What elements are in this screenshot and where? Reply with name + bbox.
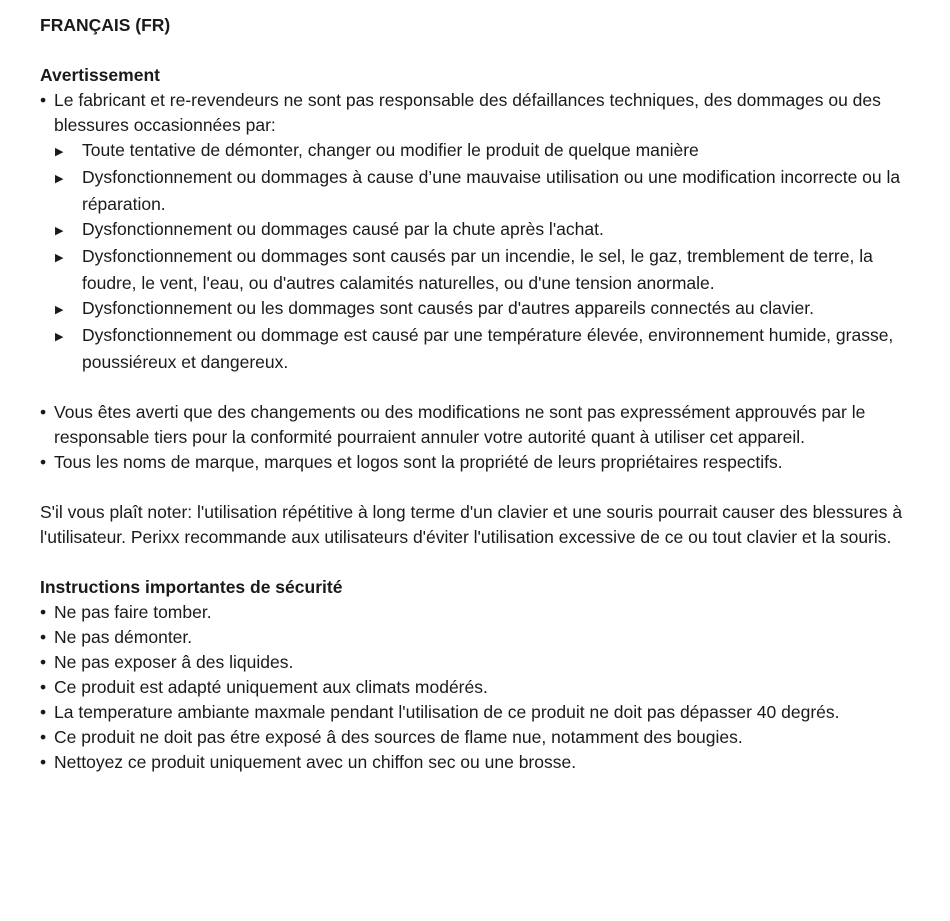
cause-text: Dysfonctionnement ou dommages sont causés par un incendie, le sel, le gaz, tremblement de terre, la foudre, le vent, l'eau, ou d'autres calamités naturelles, ou d'une tension anormale. xyxy=(82,246,873,293)
triangle-bullet-icon: ▶ xyxy=(55,146,64,158)
triangle-bullet-icon: ▶ xyxy=(55,252,64,264)
safety-item xyxy=(40,675,930,700)
spacer xyxy=(40,550,930,575)
cause-item xyxy=(40,323,930,375)
cause-item xyxy=(40,296,930,323)
cause-item xyxy=(40,138,930,165)
damage-causes-list xyxy=(40,138,930,375)
safety-text: La temperature ambiante maxmale pendant l'utilisation de ce produit ne doit pas dépasser 40 degrés. xyxy=(54,702,840,722)
safety-item xyxy=(40,600,930,625)
warning-intro-text: Le fabricant et re-revendeurs ne sont pas responsable des défaillances techniques, des dommages ou des blessures occasionnées par: xyxy=(54,90,881,135)
cause-text: Dysfonctionnement ou dommages causé par la chute après l'achat. xyxy=(82,219,604,239)
bullet-icon: • xyxy=(40,627,47,647)
bullet-icon: • xyxy=(40,677,47,697)
safety-text: Ce produit est adapté uniquement aux climats modérés. xyxy=(54,677,488,697)
triangle-bullet-icon: ▶ xyxy=(55,304,64,316)
safety-text: Ne pas faire tomber. xyxy=(54,602,212,622)
safety-item xyxy=(40,725,930,750)
bullet-icon: • xyxy=(40,602,47,622)
usage-note: S'il vous plaît noter: l'utilisation répétitive à long terme d'un clavier et une souris pourrait causer des blessures à l'utilisateur. Perixx recommande aux utilisateurs d'éviter l'utilisation excessive de ce ou tout clavier et la souris. xyxy=(40,502,903,547)
safety-text: Ce produit ne doit pas étre exposé â des sources de flame nue, notamment des bougies. xyxy=(54,727,743,747)
safety-item xyxy=(40,650,930,675)
cause-item xyxy=(40,244,930,296)
bullet-icon: • xyxy=(40,702,47,722)
triangle-bullet-icon: ▶ xyxy=(55,225,64,237)
bullet-icon: • xyxy=(40,402,47,422)
language-heading: FRANÇAIS (FR) xyxy=(40,15,171,35)
notice-item xyxy=(40,400,930,450)
bullet-icon: • xyxy=(40,90,47,110)
cause-text: Dysfonctionnement ou dommage est causé par une température élevée, environnement humide, grasse, poussiéreux et dangereux. xyxy=(82,325,894,372)
cause-item xyxy=(40,165,930,217)
triangle-bullet-icon: ▶ xyxy=(55,331,64,343)
safety-list xyxy=(40,600,930,775)
spacer xyxy=(40,375,930,400)
safety-text: Ne pas démonter. xyxy=(54,627,193,647)
safety-text: Nettoyez ce produit uniquement avec un chiffon sec ou une brosse. xyxy=(54,752,577,772)
cause-text: Dysfonctionnement ou dommages à cause d’une mauvaise utilisation ou une modification incorrecte ou la réparation. xyxy=(82,167,901,214)
bullet-icon: • xyxy=(40,727,47,747)
triangle-bullet-icon: ▶ xyxy=(55,173,64,185)
notice-text: Tous les noms de marque, marques et logos sont la propriété de leurs propriétaires respectifs. xyxy=(54,452,783,472)
warning-title: Avertissement xyxy=(40,65,160,85)
safety-text: Ne pas exposer â des liquides. xyxy=(54,652,294,672)
safety-item xyxy=(40,750,930,775)
bullet-icon: • xyxy=(40,652,47,672)
cause-item xyxy=(40,217,930,244)
spacer xyxy=(40,475,930,500)
notice-item xyxy=(40,450,930,475)
spacer xyxy=(40,38,930,63)
bullet-icon: • xyxy=(40,752,47,772)
bullet-icon: • xyxy=(40,452,47,472)
cause-text: Toute tentative de démonter, changer ou modifier le produit de quelque manière xyxy=(82,140,699,160)
warning-intro-item xyxy=(40,88,930,138)
safety-title: Instructions importantes de sécurité xyxy=(40,577,343,597)
cause-text: Dysfonctionnement ou les dommages sont causés par d'autres appareils connectés au clavier. xyxy=(82,298,814,318)
safety-item xyxy=(40,700,930,725)
notice-text: Vous êtes averti que des changements ou des modifications ne sont pas expressément approuvés par le responsable tiers pour la conformité pourraient annuler votre autorité quant à utiliser cet appareil. xyxy=(54,402,866,447)
safety-item xyxy=(40,625,930,650)
